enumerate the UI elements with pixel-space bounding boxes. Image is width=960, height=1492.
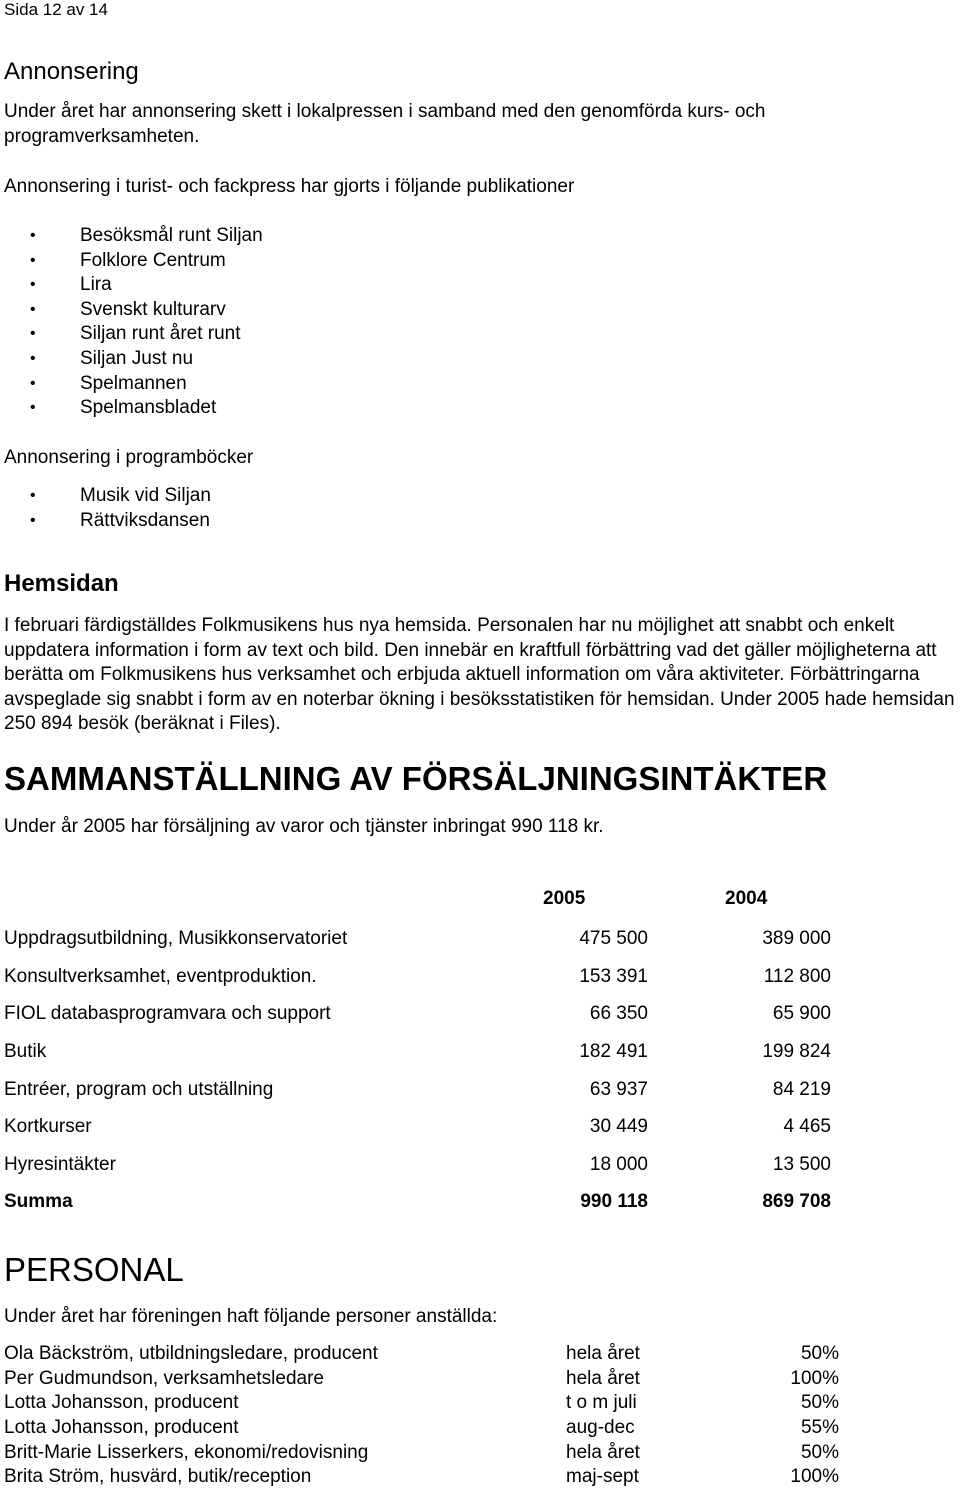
staff-period: maj-sept — [566, 1466, 639, 1487]
staff-row — [0, 1342, 960, 1366]
staff-percentage: 50% — [800, 1392, 839, 1413]
publications-intro: Annonsering i turist- och fackpress har gjorts i följande publikationer — [4, 176, 575, 197]
bullet-icon: • — [30, 276, 36, 294]
row-label: Uppdragsutbildning, Musikkonservatoriet — [4, 928, 348, 949]
value-2005: 63 937 — [589, 1079, 648, 1100]
personal-heading: PERSONAL — [4, 1251, 184, 1288]
bullet-icon: • — [30, 399, 36, 417]
bullet-icon: • — [30, 487, 36, 504]
row-label: Kortkurser — [4, 1116, 92, 1137]
bullet-icon: • — [30, 349, 36, 367]
value-2004: 389 000 — [762, 928, 831, 949]
list-item: • Siljan runt året runt — [0, 322, 263, 347]
row-label: Entréer, program och utställning — [4, 1079, 274, 1100]
row-label: Hyresintäkter — [4, 1154, 116, 1175]
bullet-icon: • — [30, 251, 36, 269]
table-row — [0, 924, 960, 954]
total-2005: 990 118 — [580, 1191, 648, 1212]
year-header-2005: 2005 — [543, 888, 586, 909]
value-2005: 475 500 — [579, 928, 648, 949]
sales-heading: SAMMANSTÄLLNING AV FÖRSÄLJNINGSINTÄKTER — [4, 760, 828, 797]
staff-name: Ola Bäckström, utbildningsledare, producent — [4, 1343, 378, 1364]
page-number: Sida 12 av 14 — [4, 0, 108, 19]
staff-percentage: 50% — [800, 1343, 839, 1364]
list-item: • Folklore Centrum — [0, 249, 263, 274]
staff-name: Lotta Johansson, producent — [4, 1392, 239, 1413]
annonsering-intro: Under året har annonsering skett i lokalpressen i samband med den genomförda kurs- och programverksamheten. — [4, 101, 766, 147]
total-label: Summa — [4, 1191, 73, 1212]
value-2004: 13 500 — [772, 1154, 831, 1175]
staff-row — [0, 1367, 960, 1391]
list-item: • Spelmannen — [0, 372, 263, 397]
table-row — [0, 962, 960, 992]
staff-percentage: 55% — [800, 1417, 839, 1438]
list-item: • Lira — [0, 273, 263, 298]
staff-period: aug-dec — [566, 1417, 635, 1438]
staff-period: hela året — [566, 1368, 640, 1389]
value-2005: 182 491 — [579, 1041, 648, 1062]
list-item: • Besöksmål runt Siljan — [0, 224, 263, 249]
bullet-icon: • — [30, 227, 36, 244]
publications-list — [0, 224, 263, 421]
staff-name: Per Gudmundson, verksamhetsledare — [4, 1368, 324, 1389]
annonsering-heading: Annonsering — [4, 58, 139, 85]
list-item: • Siljan Just nu — [0, 347, 263, 372]
staff-row — [0, 1391, 960, 1415]
staff-row — [0, 1416, 960, 1440]
value-2004: 112 800 — [763, 966, 831, 987]
hemsidan-heading: Hemsidan — [4, 570, 119, 597]
value-2004: 199 824 — [762, 1041, 831, 1062]
bullet-icon: • — [30, 511, 36, 529]
staff-percentage: 100% — [790, 1466, 839, 1487]
value-2005: 18 000 — [589, 1154, 648, 1175]
value-2004: 4 465 — [783, 1116, 831, 1137]
total-row — [0, 1187, 960, 1217]
list-item: • Rättviksdansen — [0, 509, 211, 534]
staff-period: hela året — [566, 1442, 640, 1463]
table-row — [0, 1037, 960, 1067]
row-label: Butik — [4, 1041, 47, 1062]
value-2005: 66 350 — [589, 1003, 648, 1024]
staff-period: t o m juli — [566, 1392, 637, 1413]
programs-intro: Annonsering i programböcker — [4, 447, 254, 468]
staff-name: Lotta Johansson, producent — [4, 1417, 239, 1438]
bullet-icon: • — [30, 325, 36, 343]
staff-period: hela året — [566, 1343, 640, 1364]
sales-intro: Under år 2005 har försäljning av varor och tjänster inbringat 990 118 kr. — [4, 816, 604, 837]
year-header-2004: 2004 — [725, 888, 768, 909]
staff-name: Brita Ström, husvärd, butik/reception — [4, 1466, 312, 1487]
hemsidan-paragraph: I februari färdigställdes Folkmusikens hus nya hemsida. Personalen har nu möjlighet att snabbt och enkelt uppdatera information i form av text och bild. Den innebär en kraftfull förbättring vad det gäller möjligheterna att berätta om Folkmusikens hus verksamhet och erbjuda aktuell information om våra aktiviteter. Förbättringarna avspeglade sig snabbt i form av en noterbar ökning i besöksstatistiken för hemsidan. Under 2005 hade hemsidan 250 894 besök (beräknat i Files). — [4, 615, 955, 734]
table-row — [0, 1112, 960, 1142]
bullet-icon: • — [30, 374, 36, 392]
list-item: • Musik vid Siljan — [0, 484, 211, 509]
table-row — [0, 1150, 960, 1180]
bullet-icon: • — [30, 300, 36, 318]
programs-list — [0, 484, 211, 533]
value-2005: 153 391 — [579, 966, 648, 987]
personal-intro: Under året har föreningen haft följande personer anställda: — [4, 1306, 498, 1327]
total-2004: 869 708 — [762, 1191, 831, 1212]
row-label: FIOL databasprogramvara och support — [4, 1003, 331, 1024]
table-row — [0, 1075, 960, 1105]
list-item: • Spelmansbladet — [0, 396, 263, 421]
row-label: Konsultverksamhet, eventproduktion. — [4, 966, 317, 987]
table-row — [0, 999, 960, 1029]
value-2005: 30 449 — [589, 1116, 648, 1137]
staff-row — [0, 1465, 960, 1489]
staff-name: Britt-Marie Lisserkers, ekonomi/redovisning — [4, 1442, 369, 1463]
value-2004: 65 900 — [772, 1003, 831, 1024]
value-2004: 84 219 — [772, 1079, 831, 1100]
staff-percentage: 100% — [790, 1368, 839, 1389]
list-item: • Svenskt kulturarv — [0, 298, 263, 323]
staff-percentage: 50% — [800, 1442, 839, 1463]
staff-row — [0, 1441, 960, 1465]
